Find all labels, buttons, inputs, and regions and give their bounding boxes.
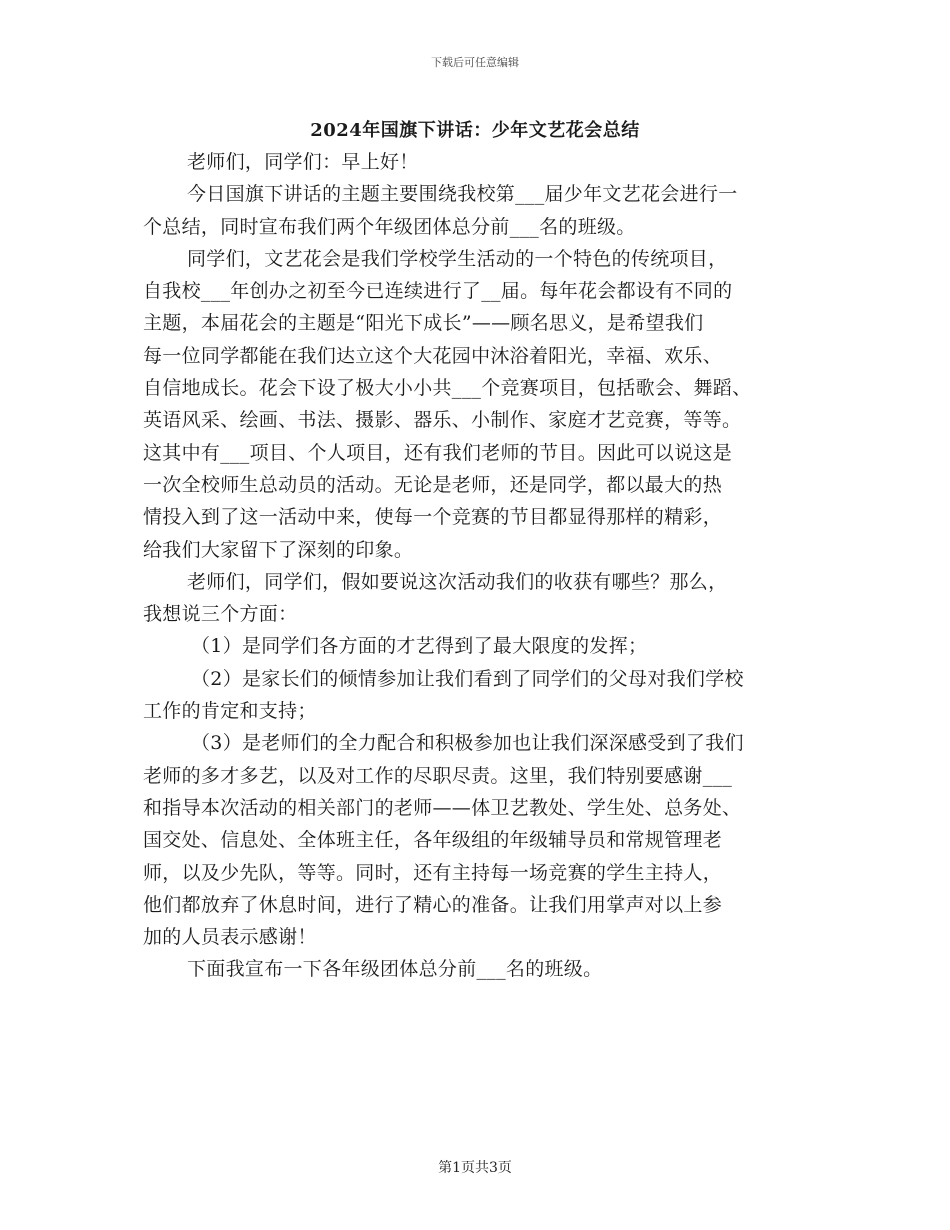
text-line: 同学们，文艺花会是我们学校学生活动的一个特色的传统项目，	[187, 247, 728, 270]
text-line: 老师的多才多艺，以及对工作的尽职尽责。这里，我们特别要感谢___	[143, 764, 733, 787]
text-line: 今日国旗下讲话的主题主要围绕我校第___届少年文艺花会进行一	[187, 183, 738, 206]
text-line: 师，以及少先队，等等。同时，还有主持每一场竞赛的学生主持人，	[143, 861, 723, 884]
text-line: 自我校___年创办之初至今已连续进行了__届。每年花会都设有不同的	[143, 280, 733, 303]
text-line: 加的人员表示感谢！	[143, 926, 317, 949]
text-line: 这其中有___项目、个人项目，还有我们老师的节目。因此可以说这是	[143, 441, 733, 464]
text-line: 给我们大家留下了深刻的印象。	[143, 538, 414, 561]
document-body	[143, 146, 815, 986]
text-line: 我想说三个方面：	[143, 603, 298, 626]
text-line: 个总结，同时宣布我们两个年级团体总分前___名的班级。	[143, 215, 636, 238]
document-title: 2024年国旗下讲话：少年文艺花会总结	[310, 120, 640, 141]
text-line: 他们都放弃了休息时间，进行了精心的准备。让我们用掌声对以上参	[143, 893, 723, 916]
list-item: （2）是家长们的倾情参加让我们看到了同学们的父母对我们学校	[191, 667, 744, 690]
text-line: 下面我宣布一下各年级团体总分前___名的班级。	[187, 958, 603, 981]
text-line: 主题，本届花会的主题是“阳光下成长”——顾名思义，是希望我们	[143, 312, 704, 335]
text-line: 英语风采、绘画、书法、摄影、器乐、小制作、家庭才艺竞赛，等等。	[143, 409, 742, 432]
text-line: 情投入到了这一活动中来，使每一个竞赛的节目都显得那样的精彩，	[143, 506, 723, 529]
list-item: （1）是同学们各方面的才艺得到了最大限度的发挥；	[191, 635, 648, 658]
text-line: 每一位同学都能在我们达立这个大花园中沐浴着阳光，幸福、欢乐、	[143, 344, 723, 367]
text-line: 国交处、信息处、全体班主任，各年级组的年级辅导员和常规管理老	[143, 829, 723, 852]
text-line: 老师们，同学们，假如要说这次活动我们的收获有哪些？那么，	[187, 570, 728, 593]
header-note: 下载后可任意编辑	[431, 56, 519, 69]
page-number: 第1页共3页	[438, 1160, 512, 1176]
text-line: 一次全校师生总动员的活动。无论是老师，还是同学，都以最大的热	[143, 473, 723, 496]
list-item: （3）是老师们的全力配合和积极参加也让我们深深感受到了我们	[191, 732, 744, 755]
text-line: 工作的肯定和支持；	[143, 700, 317, 723]
text-line: 老师们，同学们：早上好！	[187, 151, 419, 173]
text-line: 自信地成长。花会下设了极大小小共___个竞赛项目，包括歌会、舞蹈、	[143, 377, 752, 400]
text-line: 和指导本次活动的相关部门的老师——体卫艺教处、学生处、总务处、	[143, 796, 742, 819]
